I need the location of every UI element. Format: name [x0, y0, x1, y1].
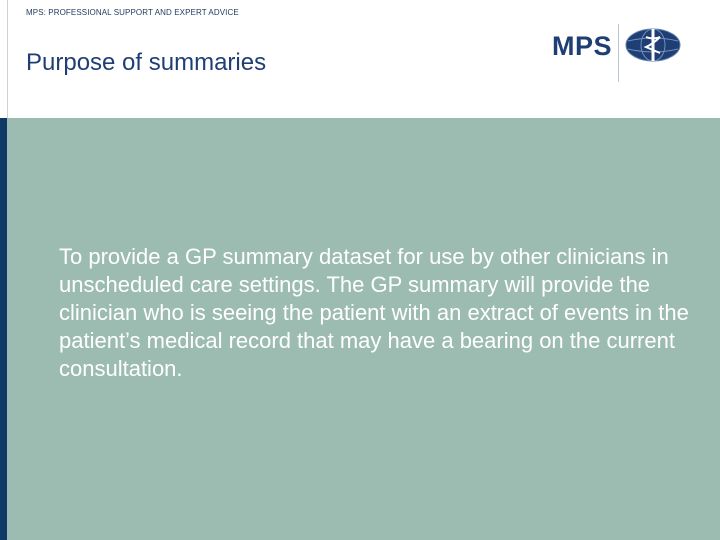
logo-wordmark: MPS — [552, 31, 613, 61]
header-tagline: MPS: PROFESSIONAL SUPPORT AND EXPERT ADVICE — [26, 8, 239, 17]
logo-divider — [618, 24, 619, 82]
globe-caduceus-icon — [624, 25, 682, 65]
header-left-rule — [7, 0, 8, 118]
body-paragraph: To provide a GP summary dataset for use by other clinicians in unscheduled care settings. The GP summary will provide the clinician who is seeing the patient with an extract of events in the patient’s medical record that may have a bearing on the current consultation. — [59, 244, 689, 381]
side-accent-bar — [0, 118, 7, 540]
mps-logo — [550, 22, 685, 84]
slide-title: Purpose of summaries — [26, 49, 267, 76]
